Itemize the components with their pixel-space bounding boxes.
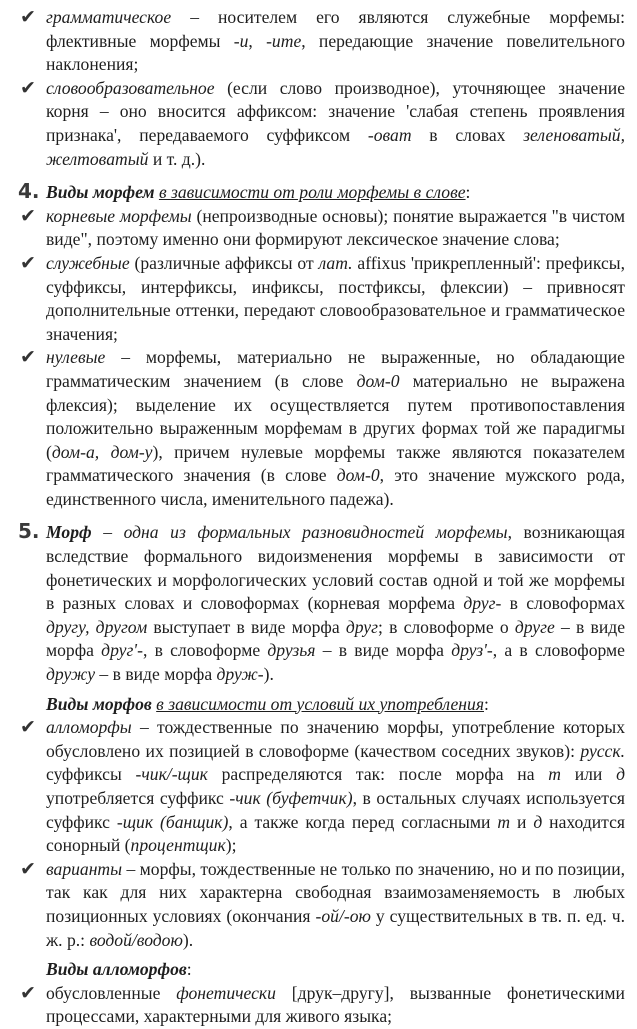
text-run: суффиксы bbox=[46, 764, 136, 785]
italic-term: дом-0 bbox=[336, 465, 380, 486]
italic-term: процентщик bbox=[130, 835, 226, 856]
italic-term: т bbox=[548, 764, 561, 785]
text-run: и bbox=[510, 811, 534, 832]
italic-term: корневые морфемы bbox=[46, 205, 192, 226]
text-run: или bbox=[560, 764, 617, 785]
checkmark-icon: ✔ bbox=[20, 857, 36, 880]
text-run: : bbox=[465, 182, 471, 203]
bullet-item bbox=[20, 858, 625, 952]
text-run: распределяются так: после морфа на bbox=[207, 764, 549, 785]
checkmark-icon: ✔ bbox=[20, 346, 36, 369]
bullet-item bbox=[20, 77, 625, 171]
italic-term: друз'- bbox=[451, 640, 493, 661]
italic-term: дом-а, дом-у bbox=[51, 441, 153, 462]
text-run: у существительных в тв. п. ед. ч. ж. р.: bbox=[46, 905, 625, 950]
italic-term: д bbox=[533, 811, 543, 832]
italic-term: словообразовательное bbox=[46, 77, 215, 98]
italic-term: -и bbox=[233, 30, 249, 51]
italic-term: служебные bbox=[46, 252, 130, 273]
text-run: ). bbox=[263, 664, 274, 685]
italic-term: грамматическое bbox=[46, 7, 172, 27]
italic-term: нулевые bbox=[46, 347, 106, 368]
text-run: : bbox=[484, 693, 489, 714]
text-run: в словоформах bbox=[501, 593, 625, 614]
term-heading: Виды алломорфов bbox=[46, 959, 187, 980]
text-run: – в виде морфа bbox=[46, 616, 625, 661]
italic-term: т bbox=[497, 811, 511, 832]
checkmark-icon: ✔ bbox=[20, 981, 36, 1004]
term-heading: Виды морфем bbox=[46, 182, 155, 203]
italic-term: друге bbox=[514, 616, 555, 637]
italic-term: -чик/-щик bbox=[135, 764, 208, 785]
text-run: ), причем нулевые морфемы также являются показателем грамматического значения (в слове bbox=[46, 441, 625, 486]
italic-term: -ите bbox=[266, 30, 302, 51]
text-run: – морфы, тождественные не только по значению, но и по позиции, так как для них характерна свободная взаимозаменяемость в любых позиционных условиях (окончания bbox=[46, 858, 626, 926]
italic-term: -ой/-ою bbox=[315, 905, 371, 926]
text-run: (если слово производное), уточняющее значение корня – оно вносится аффиксом: значение 'слабая степень проявления признака', передаваемого суффиксом bbox=[46, 77, 625, 145]
text-run: , передающие значение повелительного наклонения; bbox=[46, 30, 625, 75]
text-run: , в словоформе bbox=[142, 640, 268, 661]
italic-term: фонетически bbox=[176, 982, 276, 1003]
italic-term: алломорфы bbox=[46, 717, 132, 738]
italic-term: зеленоватый, желтоватый bbox=[46, 124, 625, 169]
text-run: , а в словоформе bbox=[492, 640, 625, 661]
text-run: – bbox=[91, 522, 124, 543]
subheading bbox=[20, 958, 625, 982]
italic-term: дом-0 bbox=[356, 370, 400, 391]
bullet-item bbox=[20, 6, 625, 77]
italic-term: друг'- bbox=[101, 640, 143, 661]
italic-term: д bbox=[616, 764, 625, 785]
italic-term: -щик (банщик) bbox=[116, 811, 229, 832]
bullet-item bbox=[20, 252, 625, 346]
section-number: 5. bbox=[18, 519, 40, 544]
italic-term: в зависимости от роли морфемы в слове bbox=[158, 182, 466, 203]
italic-term: друг- bbox=[463, 593, 502, 614]
bullet-item bbox=[20, 205, 625, 252]
italic-term: лат. bbox=[318, 252, 353, 273]
text-run: в словах bbox=[411, 124, 524, 145]
text-run: affixus 'прикрепленный': префиксы, суффиксы, интерфиксы, инфиксы, постфиксы, флексии) – привносят дополнительные оттенки, передают словообразовательное и грамматическое значения; bbox=[46, 252, 625, 344]
italic-term: -оват bbox=[367, 124, 412, 145]
text-run: и т. д.). bbox=[148, 148, 206, 169]
checkmark-icon: ✔ bbox=[20, 251, 36, 274]
text-run: – носителем его являются служебные морфемы: флективные морфемы bbox=[46, 7, 625, 51]
italic-term: друзья bbox=[267, 640, 316, 661]
checkmark-icon: ✔ bbox=[20, 716, 36, 739]
italic-term: друж- bbox=[216, 664, 264, 685]
italic-term: дружу bbox=[46, 664, 96, 685]
section-number: 4. bbox=[18, 179, 40, 204]
bullet-item bbox=[20, 716, 625, 858]
text-run: материально не выражена флексия); выделение их осуществляется путем противопоставления положительно выраженным морфемам в других формах той же парадигмы ( bbox=[46, 370, 625, 462]
text-run: – в виде морфа bbox=[315, 640, 452, 661]
italic-term: в зависимости от условий их употребления bbox=[156, 693, 484, 714]
checkmark-icon: ✔ bbox=[20, 76, 36, 99]
italic-term: водой/водою bbox=[89, 929, 183, 950]
text-run: выступает в виде морфа bbox=[147, 616, 346, 637]
numbered-section bbox=[20, 181, 625, 205]
italic-term: русск. bbox=[580, 740, 625, 761]
checkmark-icon: ✔ bbox=[20, 204, 36, 227]
text-run: : bbox=[186, 959, 192, 980]
text-run: [друк–другу], вызванные фонетическими процессами, характерными для живого языка; bbox=[46, 982, 625, 1027]
bullet-item bbox=[20, 982, 625, 1029]
italic-term: другу, другом bbox=[46, 616, 148, 637]
text-run: находится сонорный ( bbox=[46, 811, 625, 856]
text-run: , bbox=[248, 30, 267, 51]
bullet-item bbox=[20, 346, 625, 511]
text-run: – морфемы, материально не выраженные, но обладающие грамматическим значением (в слове bbox=[46, 347, 625, 391]
text-run: ; в словоформе о bbox=[377, 616, 515, 637]
text-run: – в виде морфа bbox=[95, 664, 217, 685]
text-run: , это значение мужского рода, единственного числа, именительного падежа). bbox=[46, 465, 625, 509]
text-run: обусловленные bbox=[46, 982, 177, 1003]
text-run: , возникающая вследствие формального видоизменения морфемы в зависимости от фонетических и морфологических условий состав одной и той же морфемы в разных словах и словоформах (корневая морфема bbox=[46, 522, 626, 614]
checkmark-icon: ✔ bbox=[20, 6, 36, 28]
text-run: ); bbox=[225, 835, 237, 856]
term-heading: Морф bbox=[46, 522, 92, 543]
italic-term: варианты bbox=[46, 858, 123, 879]
text-run: , в остальных случаях используется суффикс bbox=[46, 788, 625, 832]
text-run: , а также когда перед согласными bbox=[228, 811, 498, 832]
text-run: ). bbox=[182, 929, 194, 950]
term-heading: Виды морфов bbox=[46, 693, 152, 714]
italic-term: -чик (буфетчик) bbox=[229, 788, 353, 808]
subheading bbox=[20, 693, 625, 717]
italic-term: друг bbox=[345, 616, 378, 637]
text-run: употребляется суффикс bbox=[46, 788, 230, 808]
numbered-section bbox=[20, 521, 625, 686]
italic-term: одна из формальных разновидностей морфемы bbox=[123, 522, 508, 543]
text-run: (различные аффиксы от bbox=[129, 252, 319, 273]
text-run: – тождественные по значению морфы, употребление которых обусловлено их позицией в словоформе (качеством соседних звуков): bbox=[46, 717, 625, 761]
text-run: (непроизводные основы); понятие выражается "в чистом виде", поэтому именно они формируют лексическое значение слова; bbox=[46, 205, 626, 250]
